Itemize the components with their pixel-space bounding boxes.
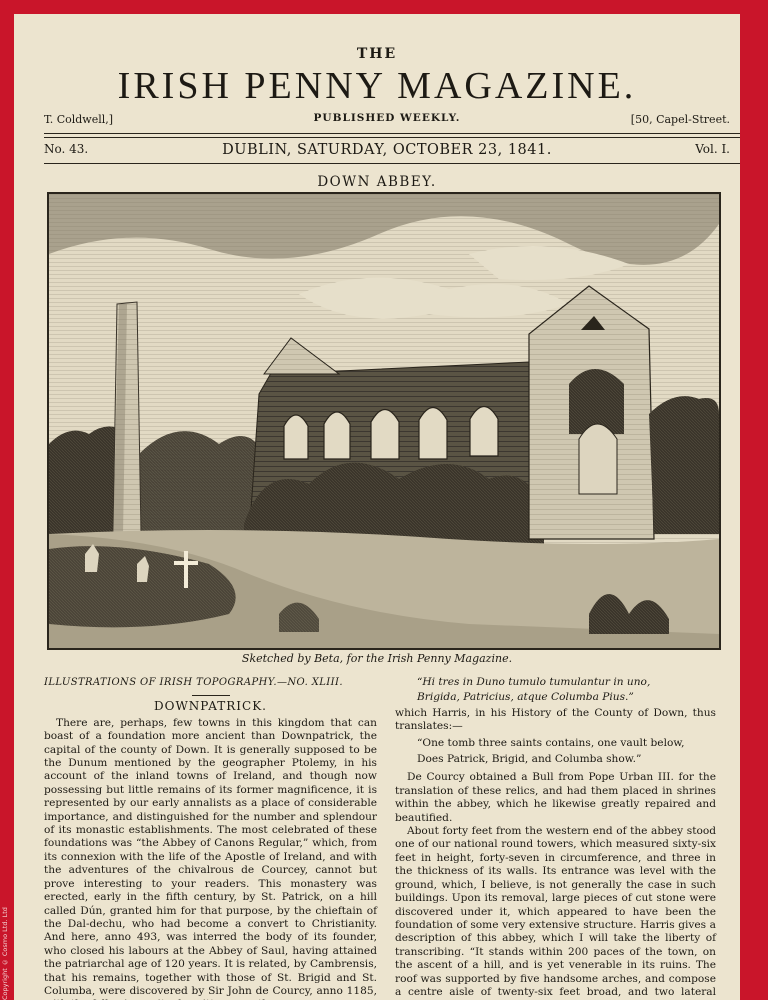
right-column <box>395 676 716 1000</box>
english-epitaph-line-2: Does Patrick, Brigid, and Columba show.” <box>417 753 642 766</box>
abbey-engraving <box>47 192 721 650</box>
series-heading: ILLUSTRATIONS OF IRISH TOPOGRAPHY.—NO. XLIII. <box>44 677 343 688</box>
masthead-title: IRISH PENNY MAGAZINE. <box>117 65 637 107</box>
article-headline: DOWNPATRICK. <box>153 699 267 714</box>
issue-number: No. 43. <box>44 142 89 156</box>
english-epitaph-line-1: “One tomb three saints contains, one vault below, <box>417 736 685 749</box>
header-rule-second <box>44 137 740 138</box>
harris-intro: which Harris, in his History of the County of Down, thus translates:— <box>395 706 716 733</box>
masthead-the: THE <box>356 46 398 62</box>
heading-divider <box>192 695 230 696</box>
article-paragraph: De Courcy obtained a Bull from Pope Urban III. for the translation of these relics, and had them placed in shrines within the abbey, which he likewise greatly repaired and beautified. <box>395 771 716 824</box>
dateline: DUBLIN, SATURDAY, OCTOBER 23, 1841. <box>222 142 552 158</box>
abbey-illustration <box>49 194 719 648</box>
left-column <box>44 676 377 1000</box>
latin-epitaph-line-2: Brigida, Patricius, atque Columba Pius.” <box>417 691 634 704</box>
article-paragraph: About forty feet from the western end of the abbey stood one of our national round towers, which measured sixty-six feet in height, forty-seven in circumference, and three in the thickness of its walls. Its entrance was level with the ground, which, I believe, is not generally the case in such buildings. Upon its removal, large pieces of cut stone were discovered under it, which appeared to have been the foundation of some very extensive structure. Harris gives a description of this abbey, which I will take the liberty of transcribing. “It stands within 200 paces of the town, on the ascent of a hill, and is yet venerable in its ruins. The roof was supported by five handsome arches, and compose a centre aisle of twenty-six feet broad, and two lateral <box>395 825 716 998</box>
engraving-caption: Sketched by Beta, for the Irish Penny Magazine. <box>241 652 513 665</box>
magazine-page <box>14 14 740 1000</box>
publisher-address: [50, Capel-Street. <box>630 113 730 126</box>
publisher-name: T. Coldwell,] <box>44 113 114 126</box>
published-weekly: PUBLISHED WEEKLY. <box>313 112 461 124</box>
volume-number: Vol. I. <box>695 142 730 156</box>
section-title: DOWN ABBEY. <box>317 174 437 190</box>
date-row <box>44 142 730 162</box>
publisher-row <box>44 110 730 128</box>
copyright-notice: Copyright © Cosmo Ltd. Ltd <box>1 907 9 1000</box>
article-paragraph: There are, perhaps, few towns in this kingdom that can boast of a foundation more ancient than Downpatrick, the capital of the county of Down. It is generally supposed to be the Dunum mentioned by the geographer Ptolemy, in his account of the inland towns of Ireland, and though now possessing but little remains of its former magnificence, it is represented by our early annalists as a place of considerable importance, and distinguished for the number and splendour of its monastic establishments. The most celebrated of these foundations was “the Abbey of Canons Regular,” which, from its connexion with the life of the Apostle of Ireland, and with the adventures of the chivalrous de Courcey, cannot but prove interesting to your readers. This monastery was erected, early in the fifth century, by St. Patrick, on a hill called Dún, granted him for that purpose, by the chieftain of the Dal-dechu, who had become a convert to Christianity. And here, anno 493, was interred the body of its founder, who closed his labours at the Abbey of Saul, having attained the patriarchal age of 120 years. It is related, by Cambrensis, that his remains, together with those of St. Brigid and St. Columba, were discovered by Sir John de Courcy, anno 1185, <box>44 716 377 997</box>
header-rule-bottom <box>44 163 740 164</box>
header-rule-top <box>44 133 740 134</box>
latin-epitaph-line-1: “Hi tres in Duno tumulo tumulantur in uno, <box>417 676 651 688</box>
